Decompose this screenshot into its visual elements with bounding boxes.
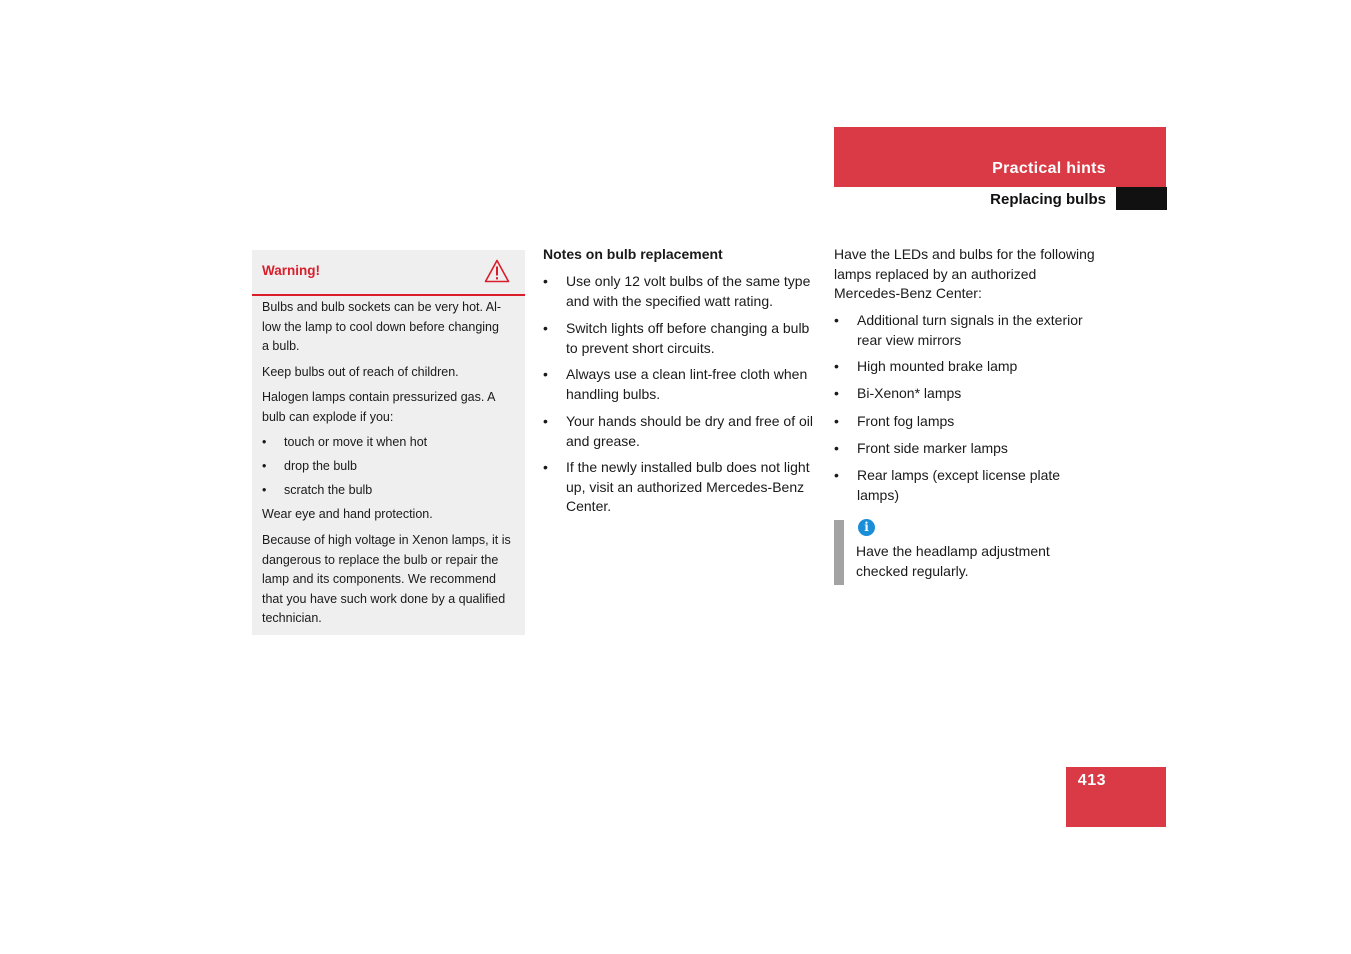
warning-label: Warning!: [262, 263, 320, 278]
leds-intro: Have the LEDs and bulbs for the following lamps replaced by an authorized Mercedes-Benz Center:: [834, 246, 1095, 301]
warning-paragraph-xenon: Because of high voltage in Xenon lamps, it is dangerous to replace the bulb or repair the lamp and its components. We recommend that you have such work done by a qualified technician.: [262, 533, 511, 625]
warning-triangle-icon: [484, 259, 510, 283]
section-title: Practical hints: [992, 160, 1106, 177]
warning-paragraph-pressure: Halogen lamps contain pressurized gas. A bulb can explode if you:: [262, 390, 496, 424]
info-icon: i: [858, 519, 875, 536]
warning-paragraph-children: Keep bulbs out of reach of children.: [262, 365, 459, 379]
warning-header: [252, 250, 525, 296]
subsection-title: Replacing bulbs: [990, 191, 1106, 208]
warning-box: Warning! Bulbs and bulb sockets can be very hot. Al- low the lamp to cool down before changing a bulb. Keep bulbs out of reach of children. Halogen lamps contain pressurized gas. A bulb can explode if you: • touch or move it when hot • drop the bulb • scratch the bulb Wear eye and hand protection. Because of high voltage in Xenon lamps, it is dangerous to replace the bulb or repair the lamp and its components. We recommend that you have such work done by a qualified technician.: [252, 250, 525, 635]
warning-paragraph-hot: Bulbs and bulb sockets can be very hot. Al- low the lamp to cool down before changing a bulb.: [262, 300, 502, 353]
page-number: 413: [1077, 772, 1106, 789]
notes-heading: Notes on bulb replacement: [543, 246, 723, 262]
info-note-text: Have the headlamp adjustment checked regularly.: [856, 543, 1050, 579]
warning-paragraph-protection: Wear eye and hand protection.: [262, 507, 433, 521]
subsection-marker: [1116, 187, 1167, 210]
info-note-bar: [834, 520, 844, 585]
header-accent-block: [834, 127, 1166, 187]
